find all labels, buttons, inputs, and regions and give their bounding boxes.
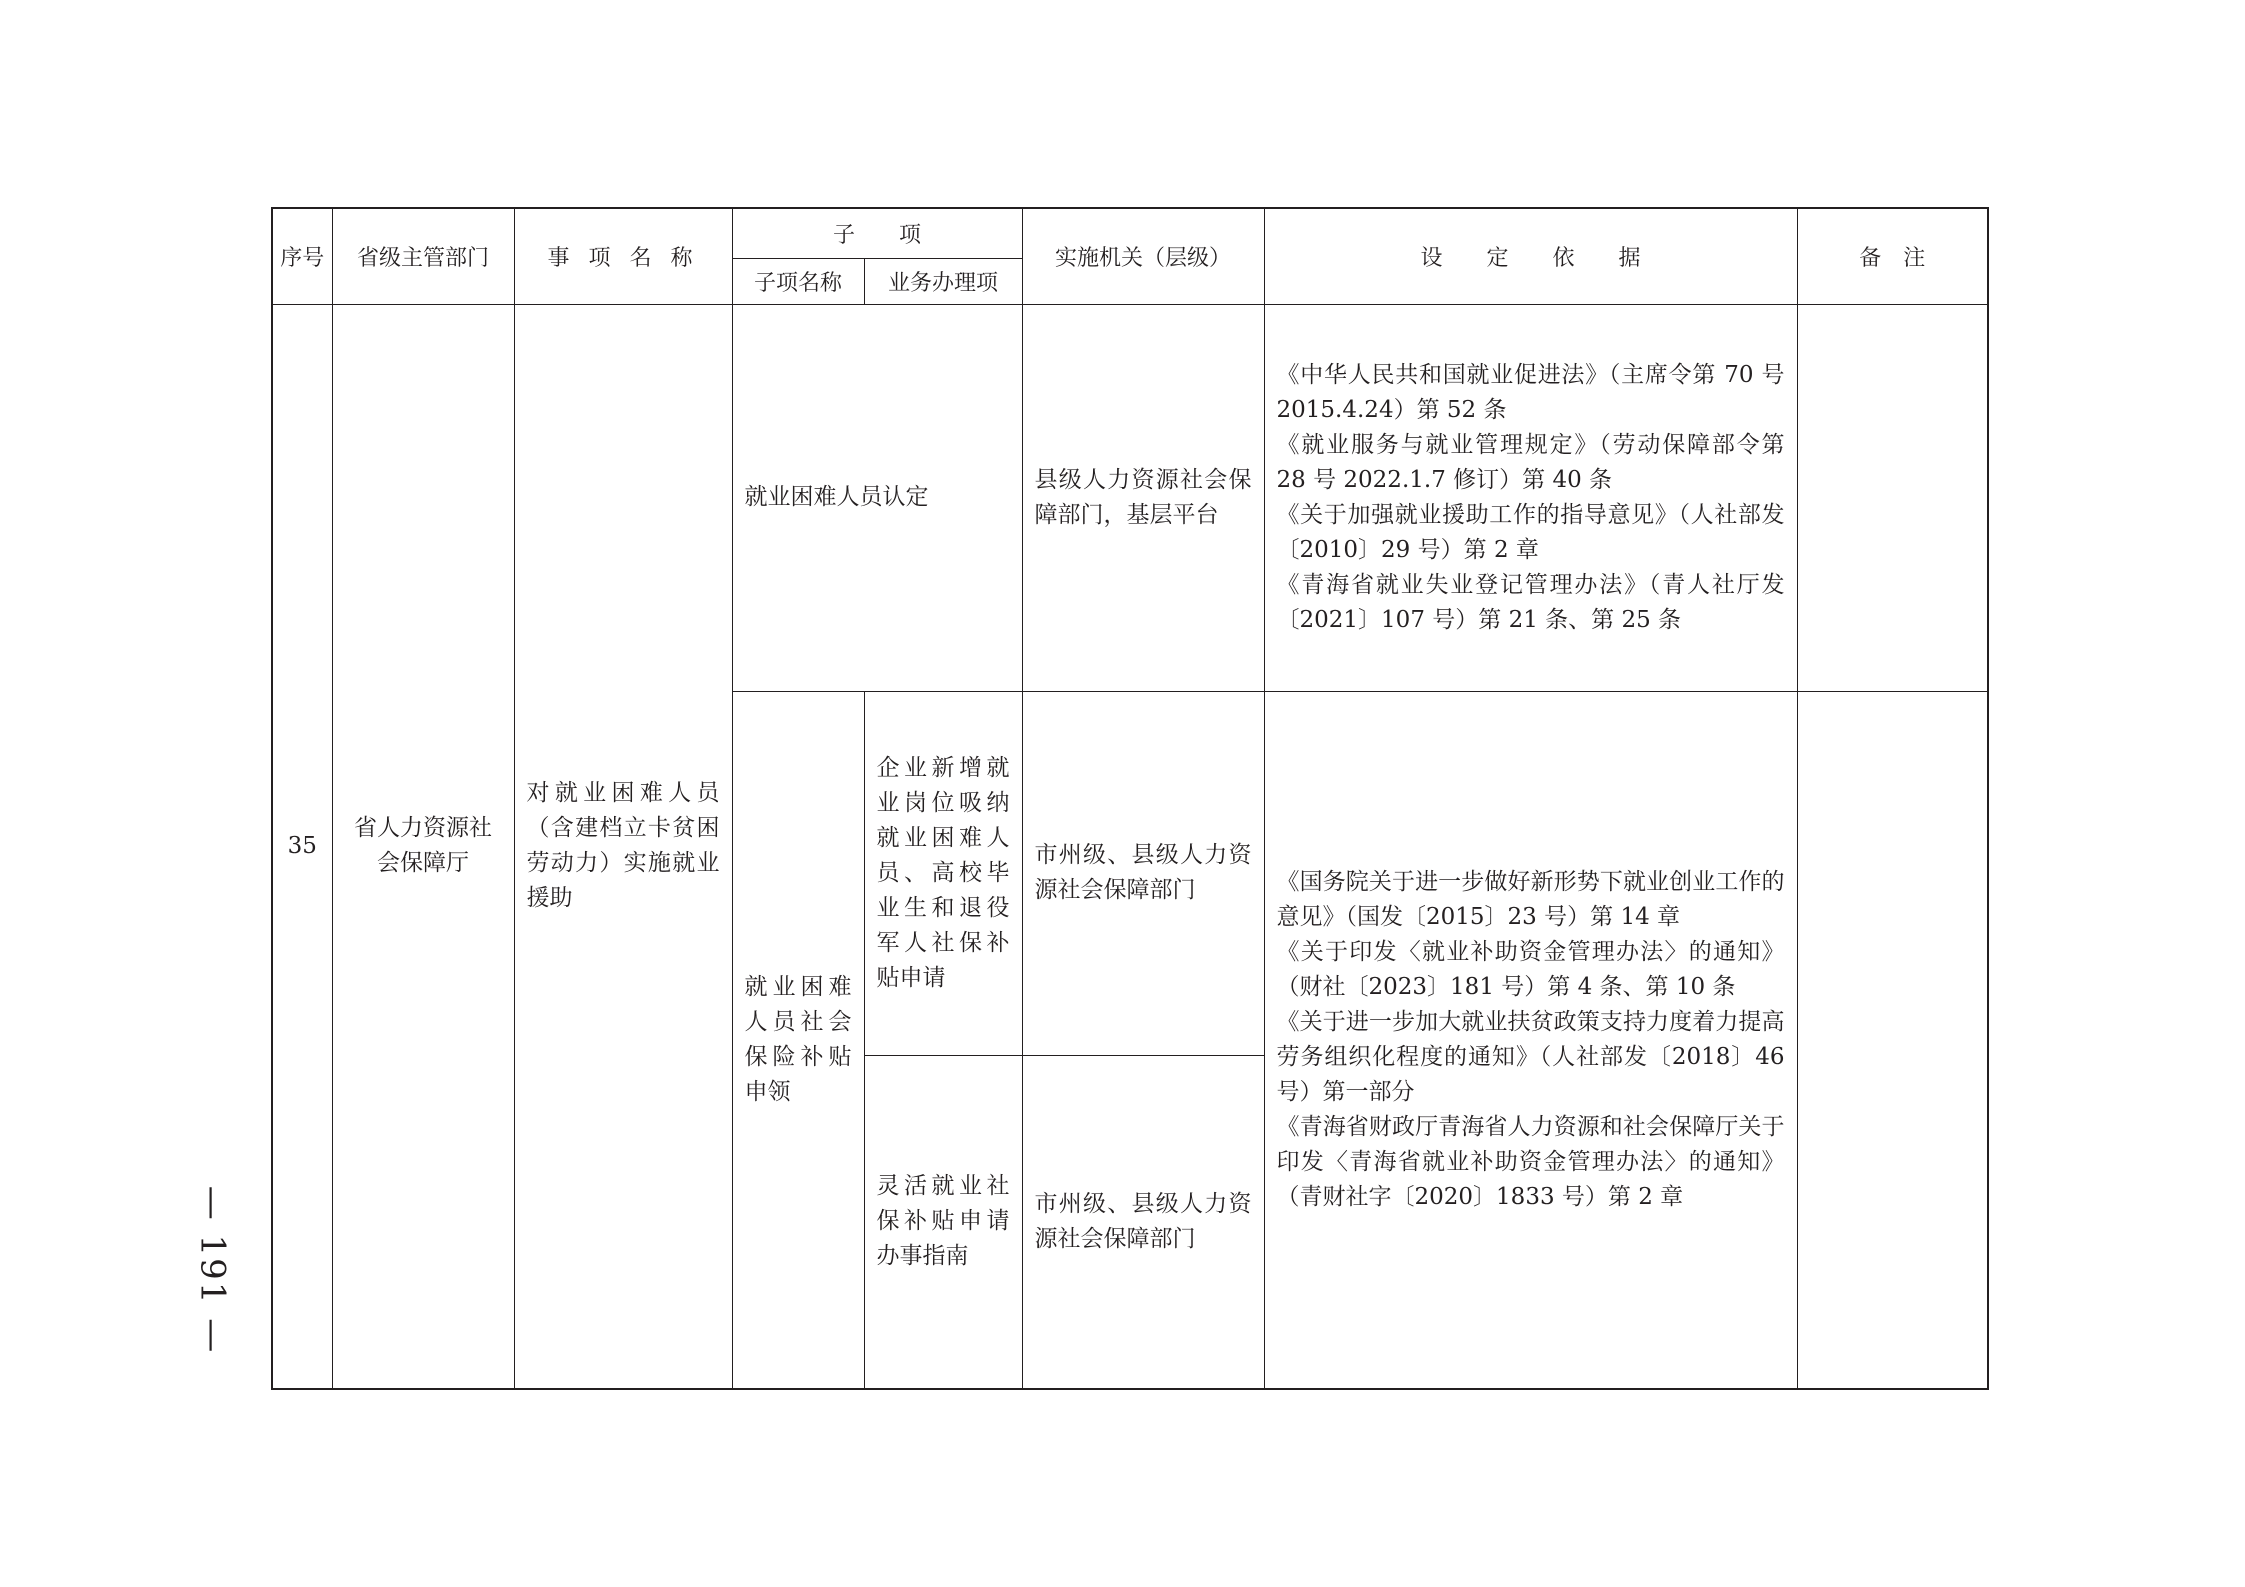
header-sub-group: 子 项 <box>732 208 1022 258</box>
item-name-cell: 对就业困难人员（含建档立卡贫困劳动力）实施就业援助 <box>514 304 732 1389</box>
page-number-text: — 191 — <box>192 1185 233 1355</box>
dept-cell: 省人力资源社会保障厅 <box>332 304 514 1389</box>
basis-line: 《关于印发〈就业补助资金管理办法〉的通知》（财社〔2023〕181 号）第 4 条、第 10 条 <box>1276 938 1785 1000</box>
agency-cell: 市州级、县级人力资源社会保障部门 <box>1022 1055 1264 1389</box>
remark-cell <box>1797 691 1988 1389</box>
header-agency: 实施机关（层级） <box>1022 208 1264 304</box>
header-sub-business: 业务办理项 <box>864 258 1022 304</box>
header-seq: 序号 <box>272 208 332 304</box>
seq-cell: 35 <box>272 304 332 1389</box>
basis-line: 《青海省财政厅青海省人力资源和社会保障厅关于印发〈青海省就业补助资金管理办法〉的通知》（青财社字〔2020〕1833 号）第 2 章 <box>1276 1113 1785 1210</box>
sub-item-name-cell: 就业困难人员社会保险补贴申领 <box>732 691 864 1389</box>
sub-item-name-cell: 就业困难人员认定 <box>732 304 1022 691</box>
basis-line: 《关于进一步加大就业扶贫政策支持力度着力提高劳务组织化程度的通知》（人社部发〔2018〕46 号）第一部分 <box>1276 1008 1785 1105</box>
basis-line: 《青海省就业失业登记管理办法》（青人社厅发〔2021〕107 号）第 21 条、第 25 条 <box>1276 571 1785 633</box>
business-item-cell: 企业新增就业岗位吸纳就业困难人员、高校毕业生和退役军人社保补贴申请 <box>864 691 1022 1055</box>
header-basis: 设 定 依 据 <box>1264 208 1797 304</box>
header-sub-name: 子项名称 <box>732 258 864 304</box>
agency-cell: 县级人力资源社会保障部门，基层平台 <box>1022 304 1264 691</box>
basis-cell <box>1264 304 1797 691</box>
table-row <box>272 304 1988 691</box>
basis-line: 《关于加强就业援助工作的指导意见》（人社部发〔2010〕29 号）第 2 章 <box>1276 501 1785 563</box>
header-remark: 备 注 <box>1797 208 1988 304</box>
remark-cell <box>1797 304 1988 691</box>
basis-cell <box>1264 691 1797 1389</box>
header-item-name: 事 项 名 称 <box>514 208 732 304</box>
agency-cell: 市州级、县级人力资源社会保障部门 <box>1022 691 1264 1055</box>
basis-line: 《中华人民共和国就业促进法》（主席令第 70 号 2015.4.24）第 52 条 <box>1276 361 1785 423</box>
basis-line: 《就业服务与就业管理规定》（劳动保障部令第 28 号 2022.1.7 修订）第 40 条 <box>1276 431 1785 493</box>
page-number <box>182 1180 242 1360</box>
basis-line: 《国务院关于进一步做好新形势下就业创业工作的意见》（国发〔2015〕23 号）第 14 章 <box>1276 868 1785 930</box>
item-list-table <box>271 207 1989 1390</box>
header-dept: 省级主管部门 <box>332 208 514 304</box>
business-item-cell: 灵活就业社保补贴申请办事指南 <box>864 1055 1022 1389</box>
